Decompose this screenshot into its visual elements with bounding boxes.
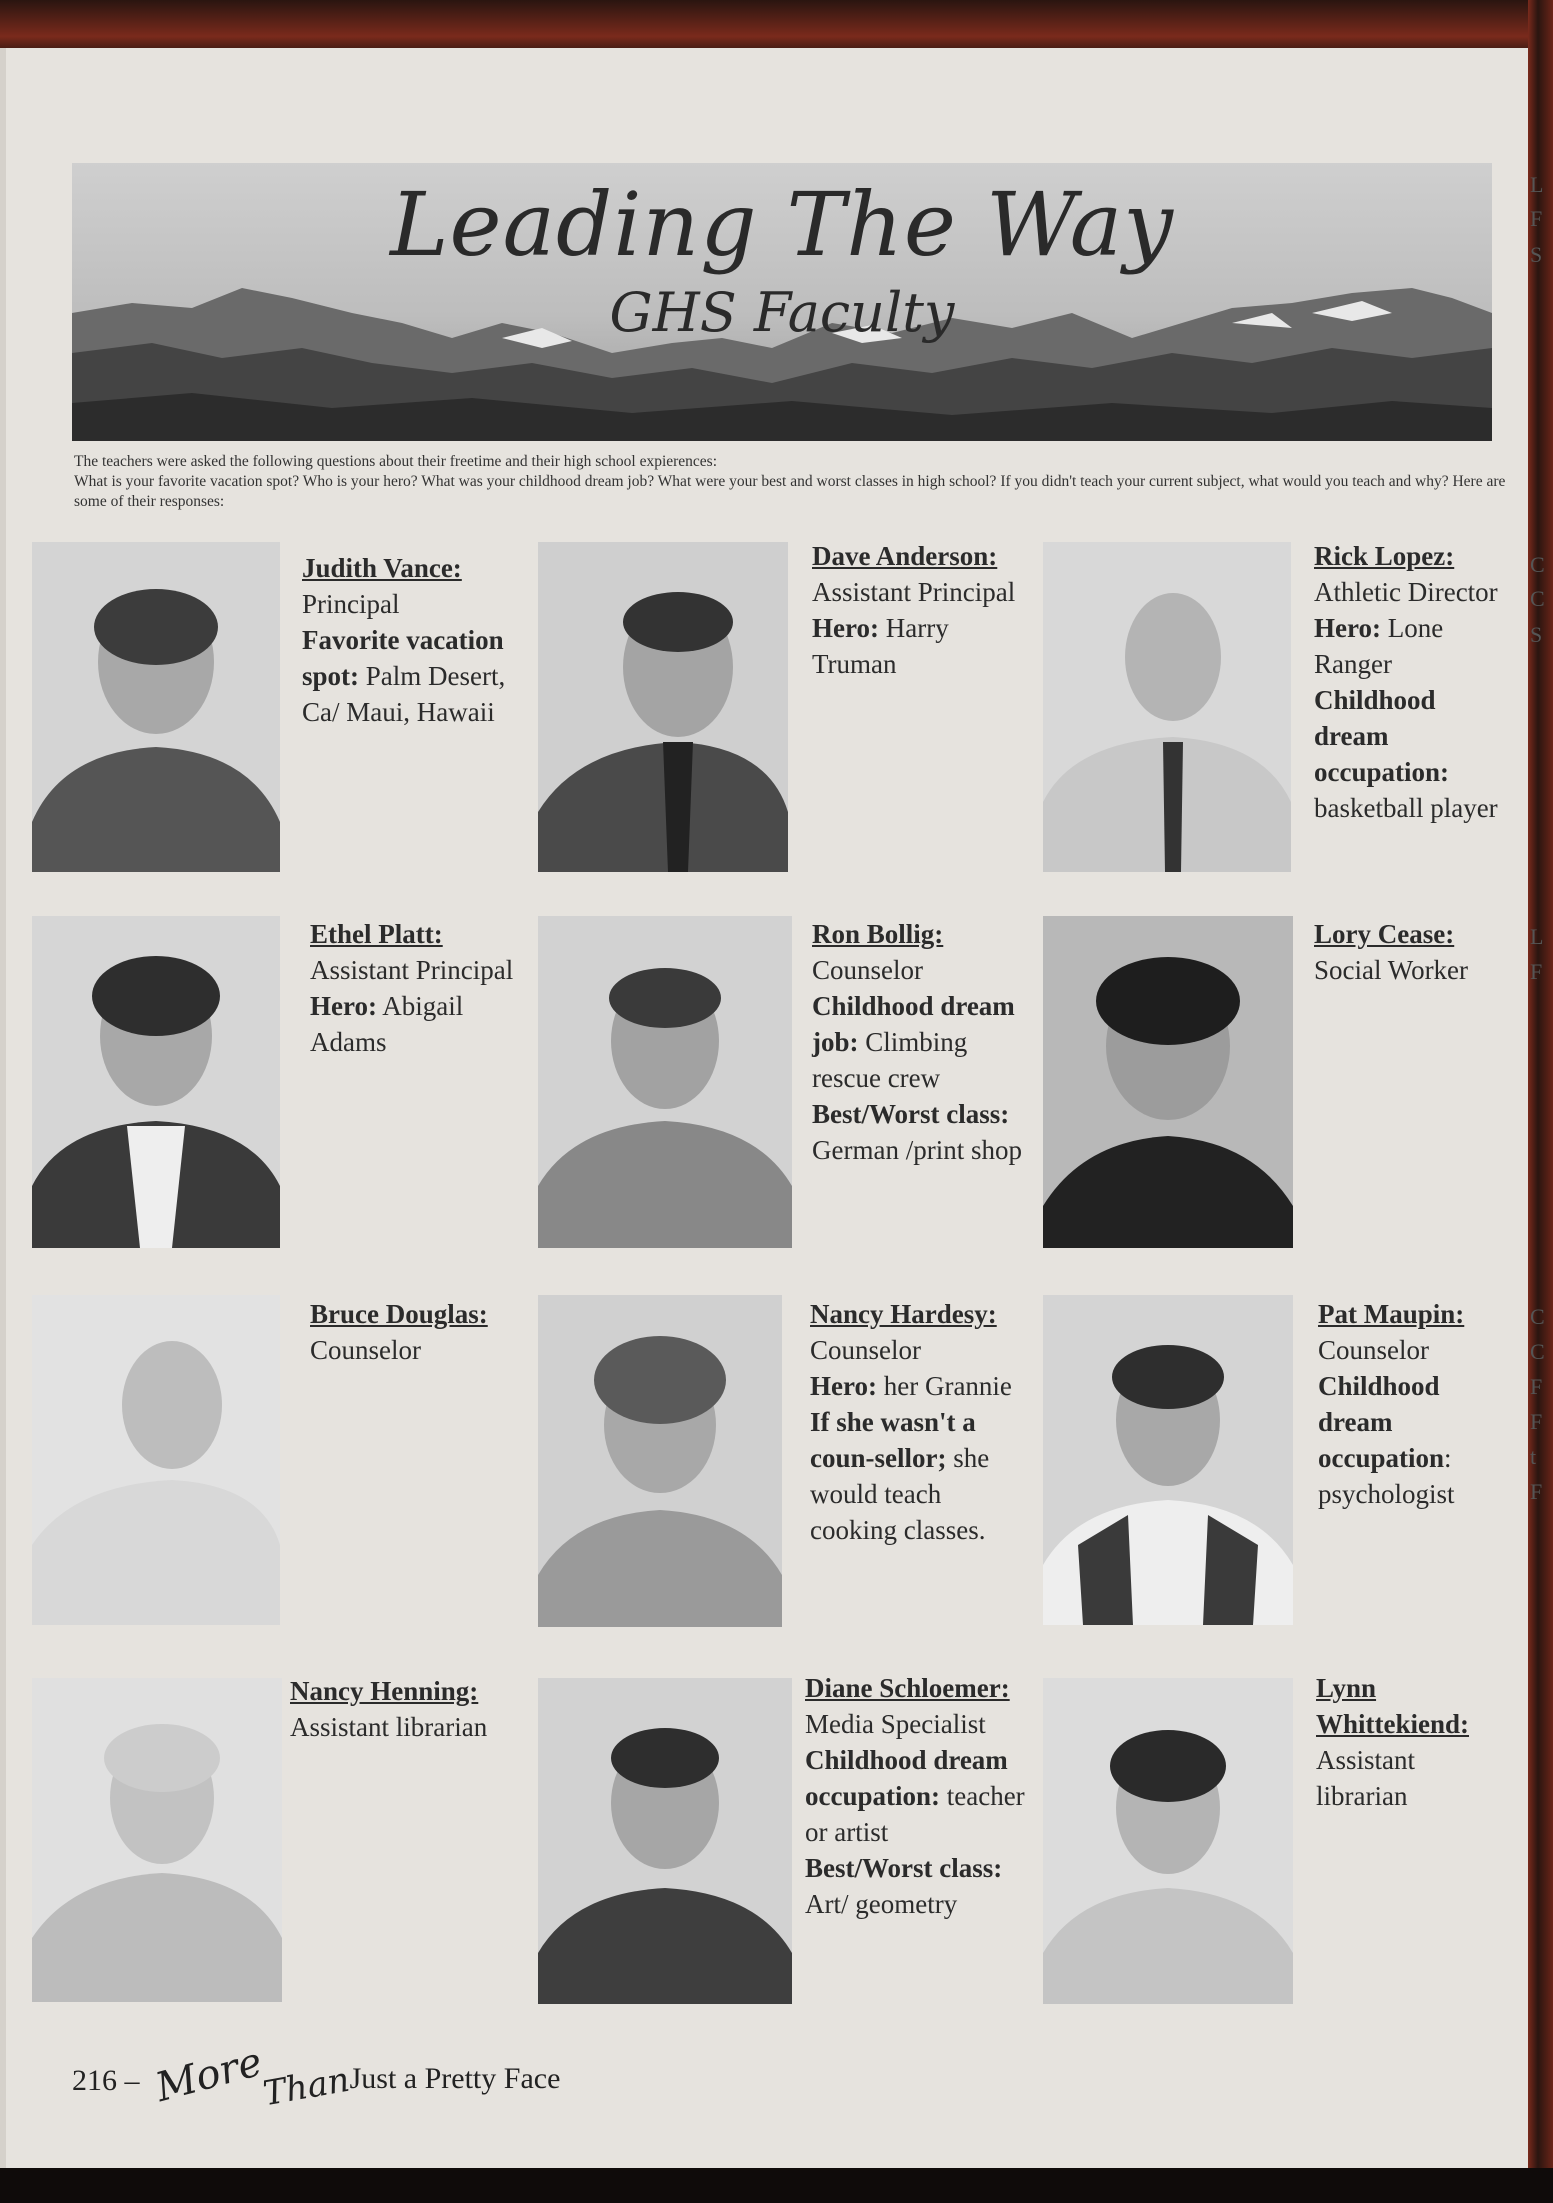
- faculty-entry: [812, 916, 1042, 1168]
- portrait-photo: [1043, 542, 1291, 872]
- page-top-edge: [0, 0, 1553, 52]
- intro-text: [74, 452, 1514, 512]
- facing-letter: S: [1530, 242, 1543, 267]
- question-label: Childhood dream job:: [812, 991, 1015, 1057]
- faculty-role: Counselor: [1318, 1335, 1429, 1365]
- page-number: 216 –: [72, 2064, 140, 2098]
- question-label: Childhood dream occupation:: [805, 1745, 1008, 1811]
- footer-title: Just a Pretty Face: [349, 2062, 561, 2095]
- faculty-role: Principal: [302, 589, 400, 619]
- faculty-role: Assistant Principal: [812, 577, 1016, 607]
- question-label: Childhood dream occupation:: [1314, 685, 1449, 787]
- answer-text: Lone Ranger: [1314, 613, 1444, 679]
- facing-letter: t: [1530, 1444, 1537, 1469]
- answer-text: Climbing rescue crew: [812, 1027, 968, 1093]
- header-banner: [72, 163, 1492, 441]
- faculty-name: Judith Vance:: [302, 553, 462, 583]
- question-label: Hero:: [310, 991, 377, 1021]
- faculty-entry: [310, 1296, 490, 1368]
- answer-text: basketball player: [1314, 793, 1498, 823]
- question-label: Childhood dream occupation: [1318, 1371, 1445, 1473]
- faculty-name: Nancy Henning:: [290, 1676, 479, 1706]
- faculty-name: Ethel Platt:: [310, 919, 443, 949]
- faculty-entry: [1316, 1670, 1506, 1814]
- footer-script-more: More: [150, 2038, 267, 2112]
- portrait-photo: [1043, 1678, 1293, 2004]
- question-label: Favorite vacation spot:: [302, 625, 504, 691]
- answer-text: : psychologist: [1318, 1443, 1455, 1509]
- faculty-name: Ron Bollig:: [812, 919, 944, 949]
- facing-letter: F: [1530, 1479, 1543, 1504]
- answer-text: Art/ geometry: [805, 1889, 958, 1919]
- portrait-photo: [538, 1678, 792, 2004]
- facing-letter: C: [1530, 1304, 1545, 1329]
- answer-text: Harry Truman: [812, 613, 949, 679]
- question-label: Hero:: [1314, 613, 1381, 643]
- answer-text: Palm Desert, Ca/ Maui, Hawaii: [302, 661, 506, 727]
- faculty-entry: [810, 1296, 1030, 1548]
- faculty-entry: [805, 1670, 1045, 1922]
- portrait-photo: [1043, 1295, 1293, 1625]
- faculty-role: Media Specialist: [805, 1709, 986, 1739]
- answer-text: German /print shop: [812, 1135, 1022, 1165]
- faculty-role: Athletic Director: [1314, 577, 1498, 607]
- portrait-photo: [538, 1295, 782, 1627]
- answer-text: teacher or artist: [805, 1781, 1025, 1847]
- faculty-role: Assistant librarian: [290, 1712, 488, 1742]
- facing-letter: C: [1530, 552, 1545, 577]
- faculty-role: Assistant librarian: [1316, 1745, 1416, 1811]
- faculty-role: Assistant Principal: [310, 955, 514, 985]
- banner-title: Leading The Way: [390, 173, 1174, 276]
- facing-letter: F: [1530, 1374, 1543, 1399]
- portrait-photo: [32, 1678, 282, 2002]
- facing-letter: F: [1530, 206, 1543, 231]
- faculty-name: Bruce Douglas:: [310, 1299, 488, 1329]
- faculty-name: Lory Cease:: [1314, 919, 1455, 949]
- portrait-photo: [32, 916, 280, 1248]
- footer-script-than: Than: [260, 2059, 353, 2115]
- book-spine: [1528, 0, 1553, 2203]
- faculty-role: Counselor: [812, 955, 923, 985]
- faculty-name: Diane Schloemer:: [805, 1673, 1010, 1703]
- facing-letter: C: [1530, 586, 1545, 611]
- faculty-name: Nancy Hardesy:: [810, 1299, 997, 1329]
- intro-line-1: The teachers were asked the following questions about their freetime and their high school expierences:: [74, 453, 718, 470]
- portrait-photo: [32, 1295, 280, 1625]
- faculty-entry: [1318, 1296, 1508, 1512]
- question-label: Hero:: [810, 1371, 877, 1401]
- answer-text: she would teach cooking classes.: [810, 1443, 990, 1545]
- page-footer: [72, 2038, 561, 2115]
- faculty-entry: [302, 550, 522, 730]
- faculty-role: Counselor: [810, 1335, 921, 1365]
- question-label: Hero:: [812, 613, 879, 643]
- facing-letter: L: [1530, 172, 1544, 197]
- facing-letter: F: [1530, 959, 1543, 984]
- faculty-name: Pat Maupin:: [1318, 1299, 1465, 1329]
- intro-line-2: What is your favorite vacation spot? Who is your hero? What was your childhood dream job? What were your best and worst classes in high school? If you didn't teach your current subject, what would you teach and why? Here are some of their responses:: [74, 473, 1506, 510]
- facing-letter: S: [1530, 622, 1543, 647]
- answer-text: her Grannie: [883, 1371, 1012, 1401]
- portrait-photo: [32, 542, 280, 872]
- question-label: Best/Worst class:: [812, 1099, 1010, 1129]
- portrait-photo: [1043, 916, 1293, 1248]
- faculty-name: Lynn Whittekiend:: [1316, 1673, 1470, 1739]
- question-label: Best/Worst class:: [805, 1853, 1003, 1883]
- answer-text: Abigail Adams: [310, 991, 464, 1057]
- banner-subtitle: GHS Faculty: [609, 281, 955, 344]
- faculty-role: Social Worker: [1314, 955, 1469, 985]
- faculty-entry: [1314, 538, 1504, 826]
- question-label: If she wasn't a coun-sellor;: [810, 1407, 976, 1473]
- faculty-role: Counselor: [310, 1335, 421, 1365]
- facing-letter: F: [1530, 1409, 1543, 1434]
- facing-letter: C: [1530, 1339, 1545, 1364]
- faculty-entry: [812, 538, 1032, 682]
- portrait-photo: [538, 916, 792, 1248]
- faculty-name: Rick Lopez:: [1314, 541, 1455, 571]
- portrait-photo: [538, 542, 788, 872]
- page-bottom-edge: [0, 2168, 1553, 2203]
- faculty-entry: [1314, 916, 1514, 988]
- faculty-name: Dave Anderson:: [812, 541, 998, 571]
- faculty-entry: [310, 916, 520, 1060]
- facing-letter: L: [1530, 924, 1544, 949]
- faculty-entry: [290, 1673, 530, 1745]
